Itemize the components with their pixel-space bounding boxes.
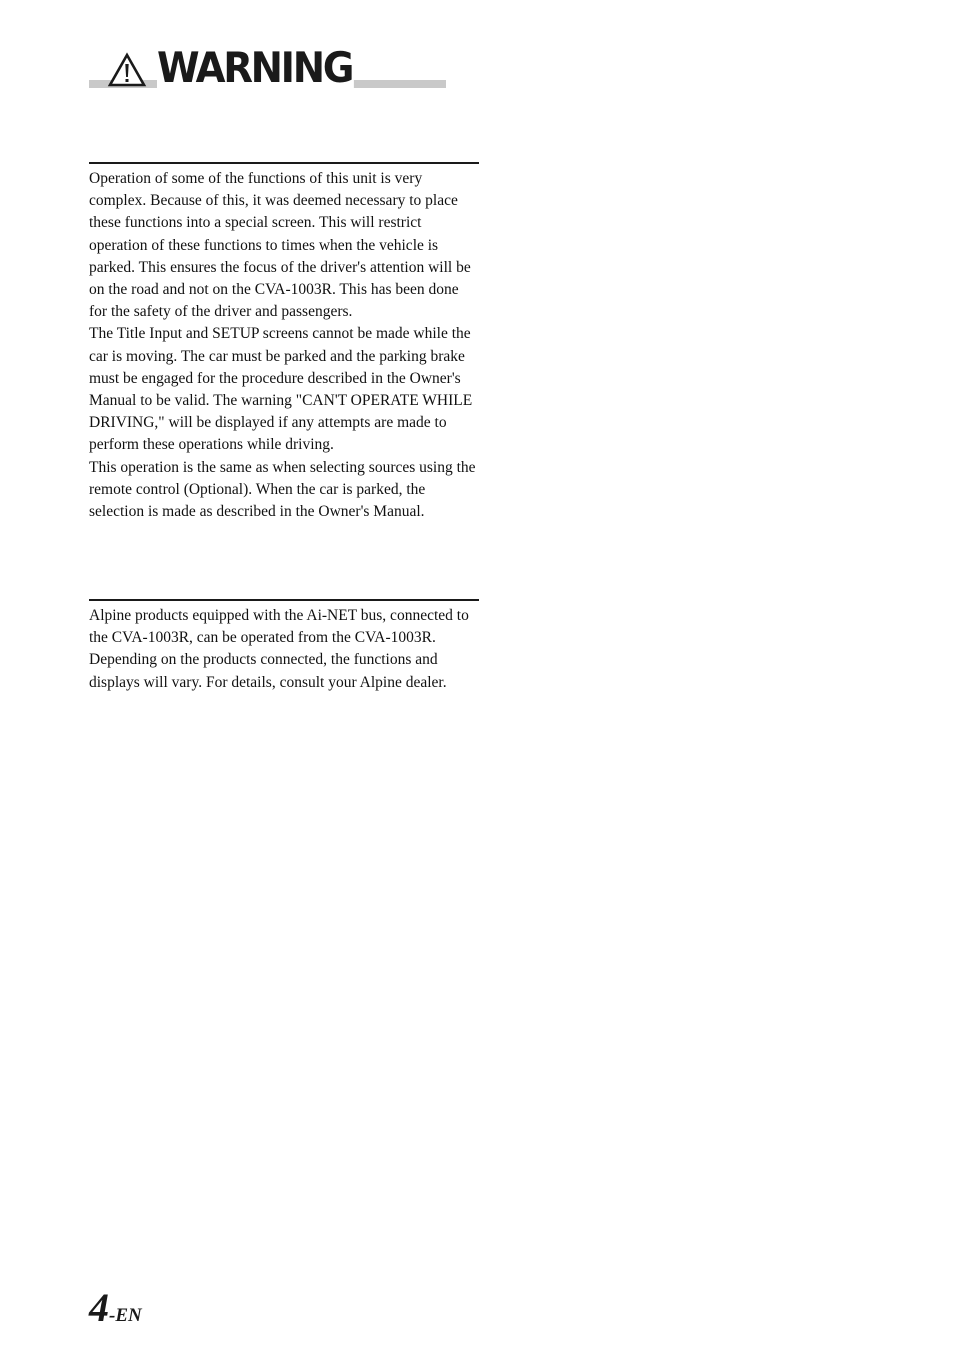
paragraph-ai-net-products: Alpine products equipped with the Ai-NET bus, connected to the CVA-1003R, can be operated from the CVA-1003R. Depending on the products connected, the functions and displays will vary. For details, consult your Alpine dealer. xyxy=(89,607,469,691)
page-language-suffix: -EN xyxy=(109,1305,142,1326)
safety-section xyxy=(89,162,479,523)
warning-header xyxy=(89,44,446,92)
page-number xyxy=(89,1284,142,1332)
paragraph-title-input-setup: The Title Input and SETUP screens cannot be made while the car is moving. The car must be parked and the parking brake must be engaged for the procedure described in the Owner's Manual to be valid. The warning "CAN'T OPERATE WHILE DRIVING," will be displayed if any attempts are made to perform these operations while driving. xyxy=(89,325,473,454)
ai-net-section xyxy=(89,599,479,694)
section-divider xyxy=(89,599,479,601)
page-title: WARNING xyxy=(157,43,353,92)
paragraph-remote-control: This operation is the same as when selecting sources using the remote control (Optional). When the car is parked, the selection is made as described in the Owner's Manual. xyxy=(89,458,476,521)
page-number-value: 4 xyxy=(89,1285,109,1330)
paragraph-operation-complexity: Operation of some of the functions of this unit is very complex. Because of this, it was deemed necessary to place these functions into a special screen. This will restrict operation of these functions to times when the vehicle is parked. This ensures the focus of the driver's attention will be on the road and not on the CVA-1003R. This has been done for the safety of the driver and passengers. xyxy=(89,170,471,321)
section-divider xyxy=(89,162,479,164)
warning-triangle-icon xyxy=(107,52,147,88)
